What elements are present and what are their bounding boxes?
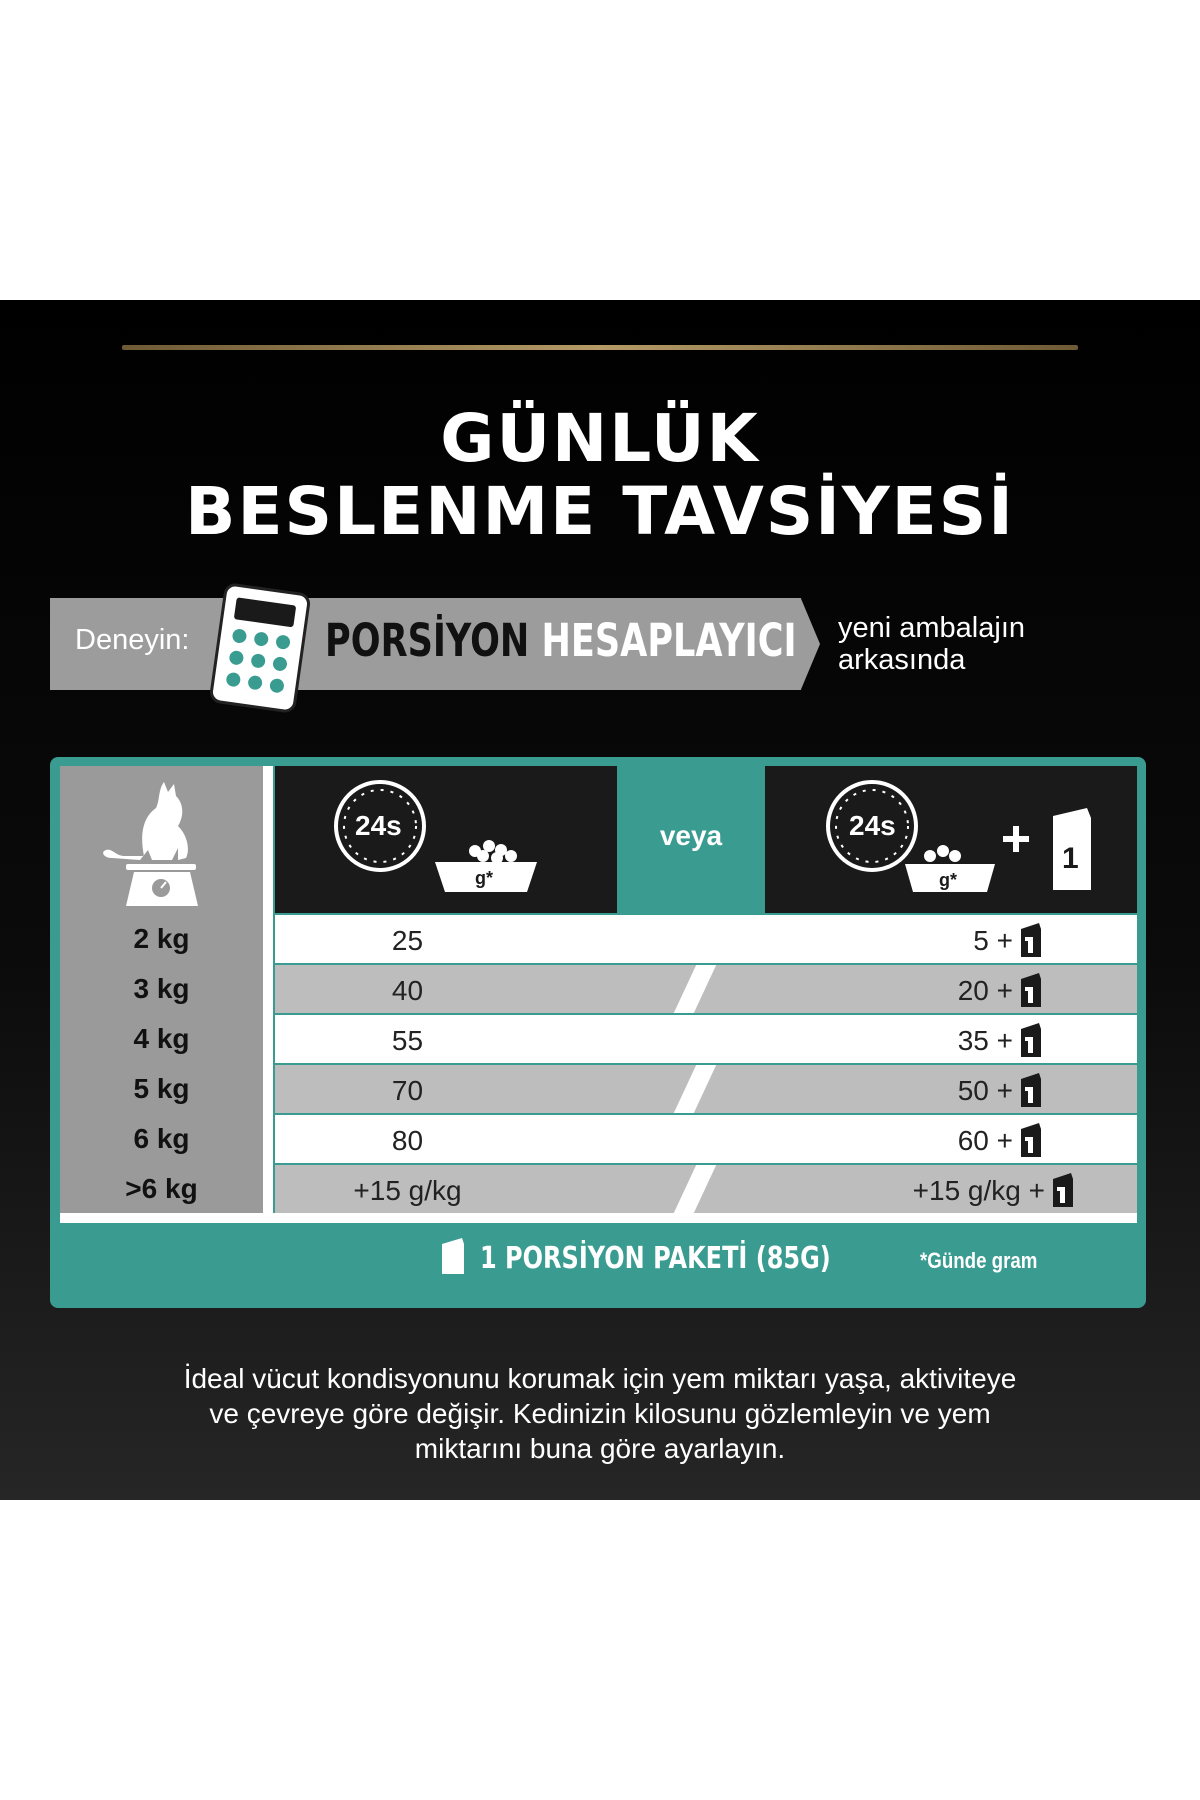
column-separator [263,766,273,1213]
table-row [275,1065,1137,1113]
banner-tool-word-1: PORSİYON [325,614,530,667]
weight-label: 5 kg [133,1073,190,1104]
banner-tool-name [325,614,797,667]
or-label: veya [659,820,723,851]
weight-label: 3 kg [133,973,190,1004]
mixed-amount: 35 + [957,1025,1013,1056]
mixed-amount: 50 + [957,1075,1013,1106]
dry-timer-label: 24s [355,810,402,841]
pouch-icon [1019,923,1043,957]
row-divider [674,1065,716,1113]
pouch-icon [1019,1073,1043,1107]
dry-amount: 25 [391,925,424,956]
grams-per-day-note: *Günde gram [920,1248,1038,1273]
title-line-1: GÜNLÜK [440,400,760,477]
cat-on-scale-icon [60,766,263,916]
mixed-feeding-header [765,766,1137,913]
table-row [275,965,1137,1013]
mix-timer-label: 24s [849,810,896,841]
pouch-icon [440,1238,466,1274]
dry-amount: 40 [391,975,424,1006]
mixed-amount: 20 + [957,975,1013,1006]
weight-label: 6 kg [133,1123,190,1154]
feeding-note [120,1361,1080,1466]
mix-pouch-count: 1 [1062,842,1079,875]
dry-bowl-timer-icon [275,766,617,913]
mixed-amount: +15 g/kg + [912,1175,1045,1206]
banner-tool-word-2: HESAPLAYICI [541,614,797,667]
pouch-icon [1019,1123,1043,1157]
dry-amount: 80 [391,1125,424,1156]
table-row [275,1115,1137,1163]
note-line-2: ve çevreye göre değişir. Kedinizin kilosunu gözlemleyin ve yem [209,1398,991,1429]
mixed-amount: 60 + [957,1125,1013,1156]
banner-try-label: Deneyin: [75,624,190,656]
title-line-2: BESLENME TAVSİYESİ [185,473,1015,550]
pouch-icon [1019,973,1043,1007]
weight-label: 2 kg [133,923,190,954]
calculator-icon [210,583,310,713]
gold-divider [122,345,1078,350]
table-row [275,1165,1137,1213]
row-divider [674,1165,716,1213]
table-row [275,915,1137,963]
banner-side-line-2: arkasında [838,644,966,676]
banner-side-text [838,612,1025,676]
row-divider [674,965,716,1013]
pouch-size-label: 1 PORSİYON PAKETİ (85G) [480,1241,831,1276]
note-line-1: İdeal vücut kondisyonunu korumak için yem miktarı yaşa, aktiviteye [183,1363,1017,1394]
pouch-icon [1051,1173,1075,1207]
weight-label: 4 kg [133,1023,190,1054]
dry-unit-label: g* [475,868,493,888]
feeding-guide-panel [0,300,1200,1500]
table-bottom-separator [60,1213,1137,1223]
mixed-amount: 5 + [973,925,1013,956]
banner-side-line-1: yeni ambalajın [838,612,1025,644]
pouch-icon [1019,1023,1043,1057]
mix-unit-label: g* [939,870,957,890]
table-row [275,1015,1137,1063]
note-line-3: miktarını buna göre ayarlayın. [414,1433,786,1464]
dry-amount: 55 [391,1025,424,1056]
weight-column [60,766,263,1213]
dry-amount: 70 [391,1075,424,1106]
dry-amount: +15 g/kg [353,1175,462,1206]
dry-food-header [275,766,617,913]
weight-label: >6 kg [125,1173,198,1204]
